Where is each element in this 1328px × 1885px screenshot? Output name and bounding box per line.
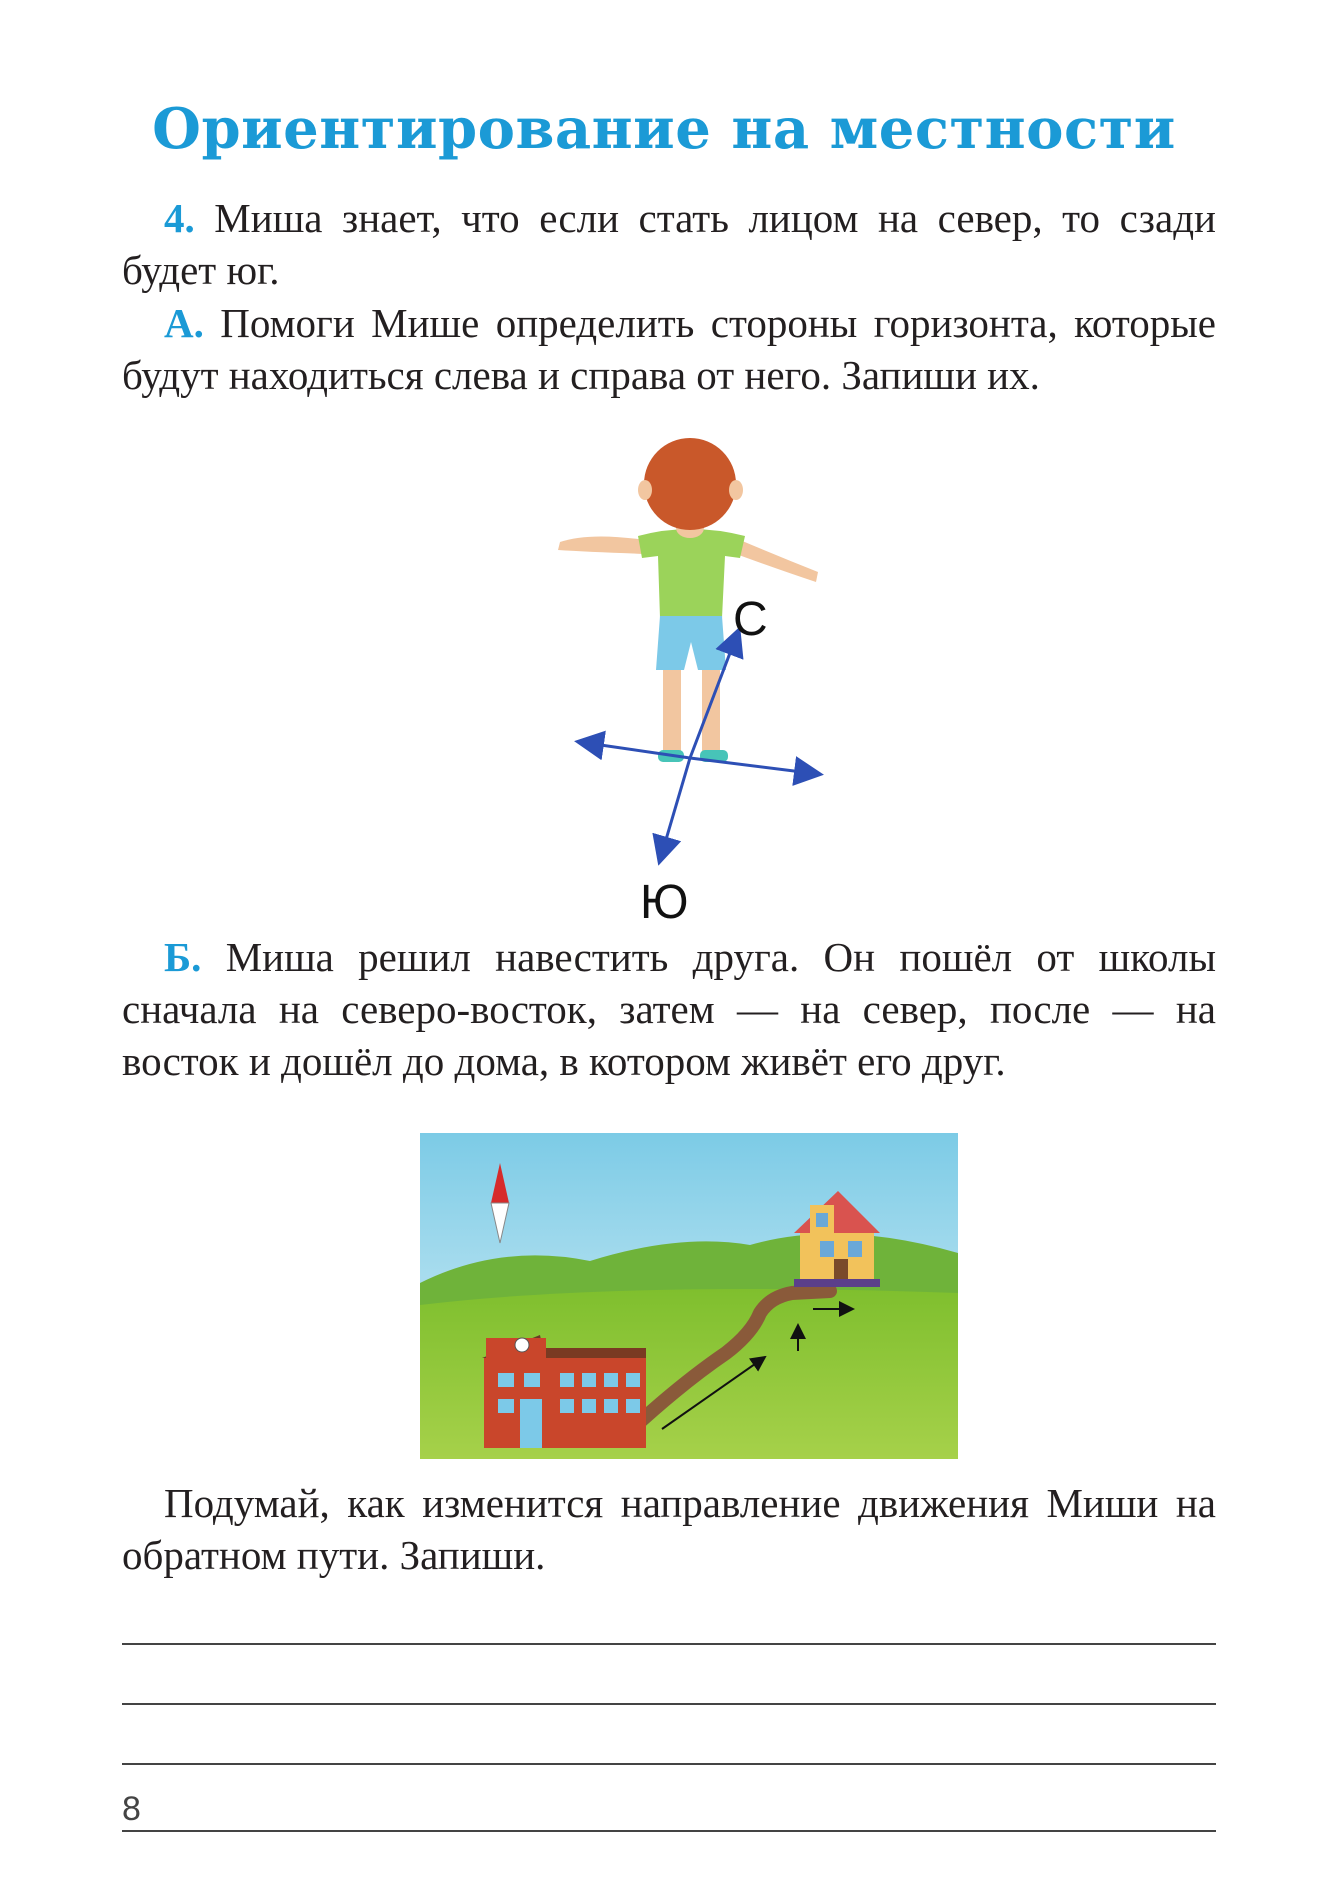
shirt: [638, 529, 745, 618]
page-number: 8: [122, 1790, 141, 1828]
page-title: Ориентирование на местности: [152, 96, 1176, 162]
south-label: Ю: [640, 876, 689, 929]
task-number: 4.: [164, 195, 195, 241]
boy-compass-figure: [550, 432, 830, 872]
route-map-figure: [420, 1133, 958, 1459]
part-b-label: Б.: [164, 934, 202, 980]
part-b-paragraph: [122, 931, 1216, 1087]
part-a-text: Помоги Мише определить стороны горизонта, которые будут находиться слева и справа от него. Запиши их.: [122, 300, 1217, 398]
north-label: С: [733, 593, 768, 646]
task-4-text: Миша знает, что если стать лицом на север, то сзади будет юг.: [122, 195, 1217, 293]
right-arm: [736, 540, 818, 582]
south-arrow: [660, 758, 690, 860]
ear-left: [638, 480, 652, 500]
answer-line-4[interactable]: [122, 1830, 1216, 1832]
part-b-text: Миша решил навестить друга. Он пошёл от школы сначала на северо-восток, затем — на север, после — на восток и дошёл до дома, в котором живёт его друг.: [122, 934, 1216, 1084]
question-paragraph: [122, 1477, 1216, 1581]
left-leg: [663, 670, 681, 752]
head: [644, 438, 736, 530]
part-a-label: А.: [164, 300, 204, 346]
answer-line-1[interactable]: [122, 1643, 1216, 1645]
ear-right: [729, 480, 743, 500]
answer-line-3[interactable]: [122, 1763, 1216, 1765]
east-arrow: [690, 758, 818, 774]
task-4-paragraph: [122, 192, 1216, 296]
shorts: [656, 616, 726, 670]
question-text: Подумай, как изменится направление движения Миши на обратном пути. Запиши.: [122, 1480, 1216, 1578]
answer-line-2[interactable]: [122, 1703, 1216, 1705]
left-arm: [558, 536, 646, 554]
school-building: [482, 1335, 646, 1448]
part-a-paragraph: [122, 297, 1216, 401]
